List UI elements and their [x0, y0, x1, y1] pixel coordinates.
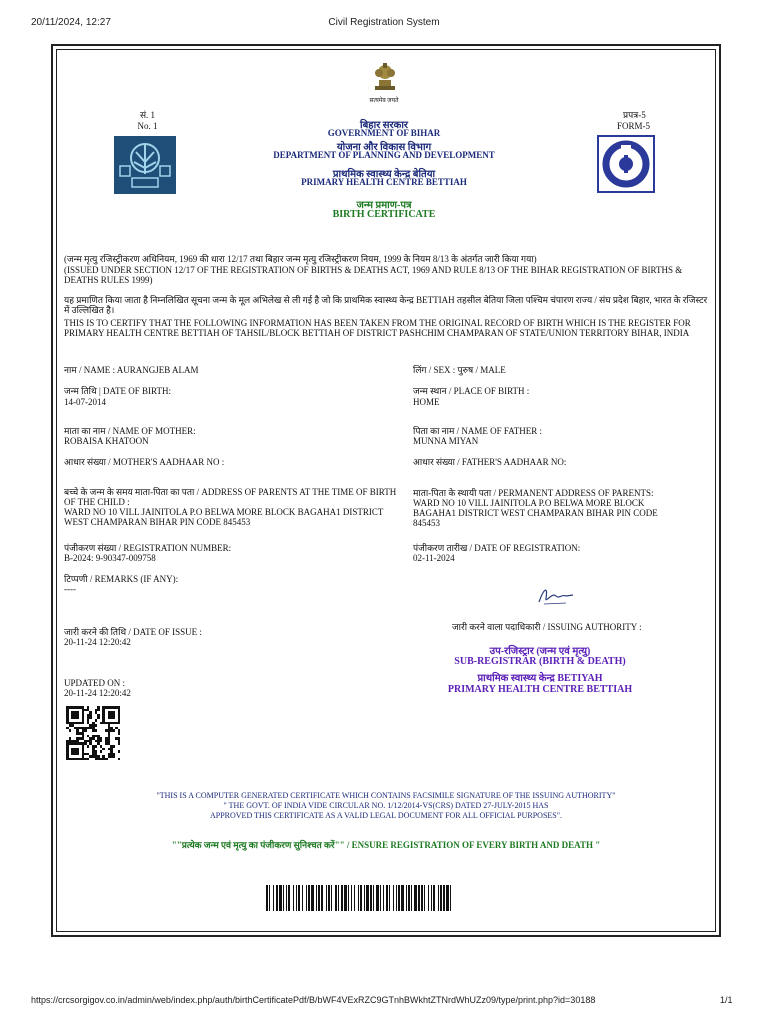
registration-slogan: ""प्रत्येक जन्म एवं मृत्यु का पंजीकरण सुनिश्चत करें"" / ENSURE REGISTRATION OF EVERY BIRTH AND DEATH ": [171, 840, 601, 850]
phc-title-hi: प्राथमिक स्वास्थ्य केन्द्र बेतिया: [332, 169, 436, 180]
bihar-logo-icon: [114, 136, 176, 194]
dob-value: 14-07-2014: [64, 397, 106, 407]
updated-on-label: UPDATED ON :: [64, 678, 126, 688]
form-no-hi: प्रपत्र-5: [623, 110, 646, 120]
issued-under-en: (ISSUED UNDER SECTION 12/17 OF THE REGISTRATION OF BIRTHS & DEATHS ACT, 1969 AND RULE 8/13 OF THE BIHAR REGISTRATION OF BIRTHS & DEATHS RULES 1999): [64, 265, 683, 285]
national-emblem-icon: [371, 60, 399, 96]
print-datetime: 20/11/2024, 12:27: [31, 17, 111, 28]
authority-title-hi: उप-रजिस्ट्रार (जन्म एवं मृत्यु): [489, 646, 591, 657]
cert-title-hi: जन्म प्रमाण-पत्र: [356, 200, 412, 211]
dob-label: जन्म तिथि | DATE OF BIRTH:: [64, 386, 171, 396]
cert-no-hi: सं. 1: [139, 110, 156, 120]
cert-no-en: No. 1: [137, 121, 158, 131]
child-name: नाम / NAME : AURANGJEB ALAM: [64, 365, 199, 375]
crs-logo-icon: [597, 135, 655, 193]
issue-date-value: 20-11-24 12:20:42: [64, 637, 131, 647]
cert-title-en: BIRTH CERTIFICATE: [332, 209, 436, 220]
footer-note-2: " THE GOVT. OF INDIA VIDE CIRCULAR NO. 1/12/2014-VS(CRS) DATED 27-JULY-2015 HAS: [223, 801, 549, 810]
registration-number-value: B-2024: 9-90347-009758: [64, 553, 156, 563]
dept-title-en: DEPARTMENT OF PLANNING AND DEVELOPMENT: [273, 150, 495, 160]
mother-aadhaar: आधार संख्या / MOTHER'S AADHAAR NO :: [64, 457, 225, 467]
updated-on-value: 20-11-24 12:20:42: [64, 688, 131, 698]
form-no-en: FORM-5: [617, 121, 651, 131]
birth-address-value: WARD NO 10 VILL JAINITOLA P.O BELWA MORE BLOCK BAGAHA1 DISTRICT WEST CHAMPARAN BIHAR PIN CODE 845453: [64, 507, 384, 527]
phc-title-en: PRIMARY HEALTH CENTRE BETTIAH: [301, 177, 467, 187]
authority-title-en: SUB-REGISTRAR (BIRTH & DEATH): [454, 656, 626, 667]
footer-note-3: APPROVED THIS CERTIFICATE AS A VALID LEGAL DOCUMENT FOR ALL OFFICIAL PURPOSES".: [209, 811, 563, 820]
authority-phc-en: PRIMARY HEALTH CENTRE BETTIAH: [447, 684, 633, 695]
mother-name-label: माता का नाम / NAME OF MOTHER:: [64, 426, 196, 436]
pob-label: जन्म स्थान / PLACE OF BIRTH :: [413, 386, 530, 396]
pob-value: HOME: [413, 397, 440, 407]
certify-text-hi: यह प्रमाणित किया जाता है निम्नलिखित सूचना जन्म के मूल अभिलेख से ली गई है जो कि प्राथमिक स्वास्थ्य केन्द्र BETTIAH तहसील बेतिया जिला पश्चिम चंपारण राज्य / संघ प्रदेश बिहार, भारत के रजिस्टर में उल्लिखित है।: [64, 295, 708, 315]
issued-under-hi: (जन्म मृत्यु रजिस्ट्रीकरण अधिनियम, 1969 की धारा 12/17 तथा बिहार जन्म मृत्यु रजिस्ट्रीकरण नियम, 1999 के नियम 8/13 के अंतर्गत जारी किया गया): [64, 254, 537, 264]
signature-icon: [536, 584, 576, 608]
registration-date-value: 02-11-2024: [413, 553, 455, 563]
authority-phc-hi: प्राथमिक स्वास्थ्य केन्द्र BETIYAH: [477, 673, 603, 684]
certify-text-en: THIS IS TO CERTIFY THAT THE FOLLOWING INFORMATION HAS BEEN TAKEN FROM THE ORIGINAL RECORD OF BIRTH WHICH IS THE REGISTER FOR PRIMARY HEALTH CENTRE BETTIAH OF TAHSIL/BLOCK BETTIAH OF DISTRICT PASHCHIM CHAMPARAN OF STATE/UNION TERRITORY BIHAR, INDIA: [64, 318, 691, 338]
issue-date-label: जारी करने की तिथि / DATE OF ISSUE :: [64, 627, 202, 637]
registration-date-label: पंजीकरण तारीख / DATE OF REGISTRATION:: [413, 543, 581, 553]
remarks-value: ----: [64, 584, 76, 594]
permanent-address-label: माता-पिता के स्थायी पता / PERMANENT ADDRESS OF PARENTS:: [413, 488, 654, 498]
birth-address-label: बच्चे के जन्म के समय माता-पिता का पता / ADDRESS OF PARENTS AT THE TIME OF BIRTH OF THE CHILD :: [64, 487, 397, 507]
footer-note-1: "THIS IS A COMPUTER GENERATED CERTIFICATE WHICH CONTAINS FACSIMILE SIGNATURE OF THE ISSUING AUTHORITY": [156, 791, 616, 800]
print-page-number: 1/1: [720, 995, 733, 1005]
state-title-hi: बिहार सरकार: [360, 120, 408, 131]
issuing-authority-label: जारी करने वाला पदाधिकारी / ISSUING AUTHORITY :: [452, 622, 642, 632]
qr-code-icon: [66, 706, 120, 760]
father-aadhaar: आधार संख्या / FATHER'S AADHAAR NO:: [413, 457, 567, 467]
father-name-value: MUNNA MIYAN: [413, 436, 479, 446]
dept-title-hi: योजना और विकास विभाग: [336, 142, 432, 153]
print-url: https://crcsorgigov.co.in/admin/web/index.php/auth/birthCertificatePdf/B/bWF4VExRZC9GTnhBWkhtZTNrdWhUZz09/type/print.php?id=30188: [31, 995, 596, 1005]
father-name-label: पिता का नाम / NAME OF FATHER :: [413, 426, 542, 436]
remarks-label: टिप्पणी / REMARKS (IF ANY):: [64, 574, 179, 584]
barcode-icon: [266, 885, 453, 911]
permanent-address-value: WARD NO 10 VILL JAINITOLA P.O BELWA MORE BLOCK BAGAHA1 DISTRICT WEST CHAMPARAN BIHAR PIN CODE 845453: [413, 498, 658, 528]
registration-number-label: पंजीकरण संख्या / REGISTRATION NUMBER:: [64, 543, 232, 553]
emblem-motto: सत्यमेव जयते: [369, 98, 399, 104]
state-title-en: GOVERNMENT OF BIHAR: [327, 128, 441, 138]
sex-field: लिंग / SEX : पुरुष / MALE: [413, 365, 506, 375]
print-title: Civil Registration System: [328, 17, 440, 28]
mother-name-value: ROBAISA KHATOON: [64, 436, 149, 446]
